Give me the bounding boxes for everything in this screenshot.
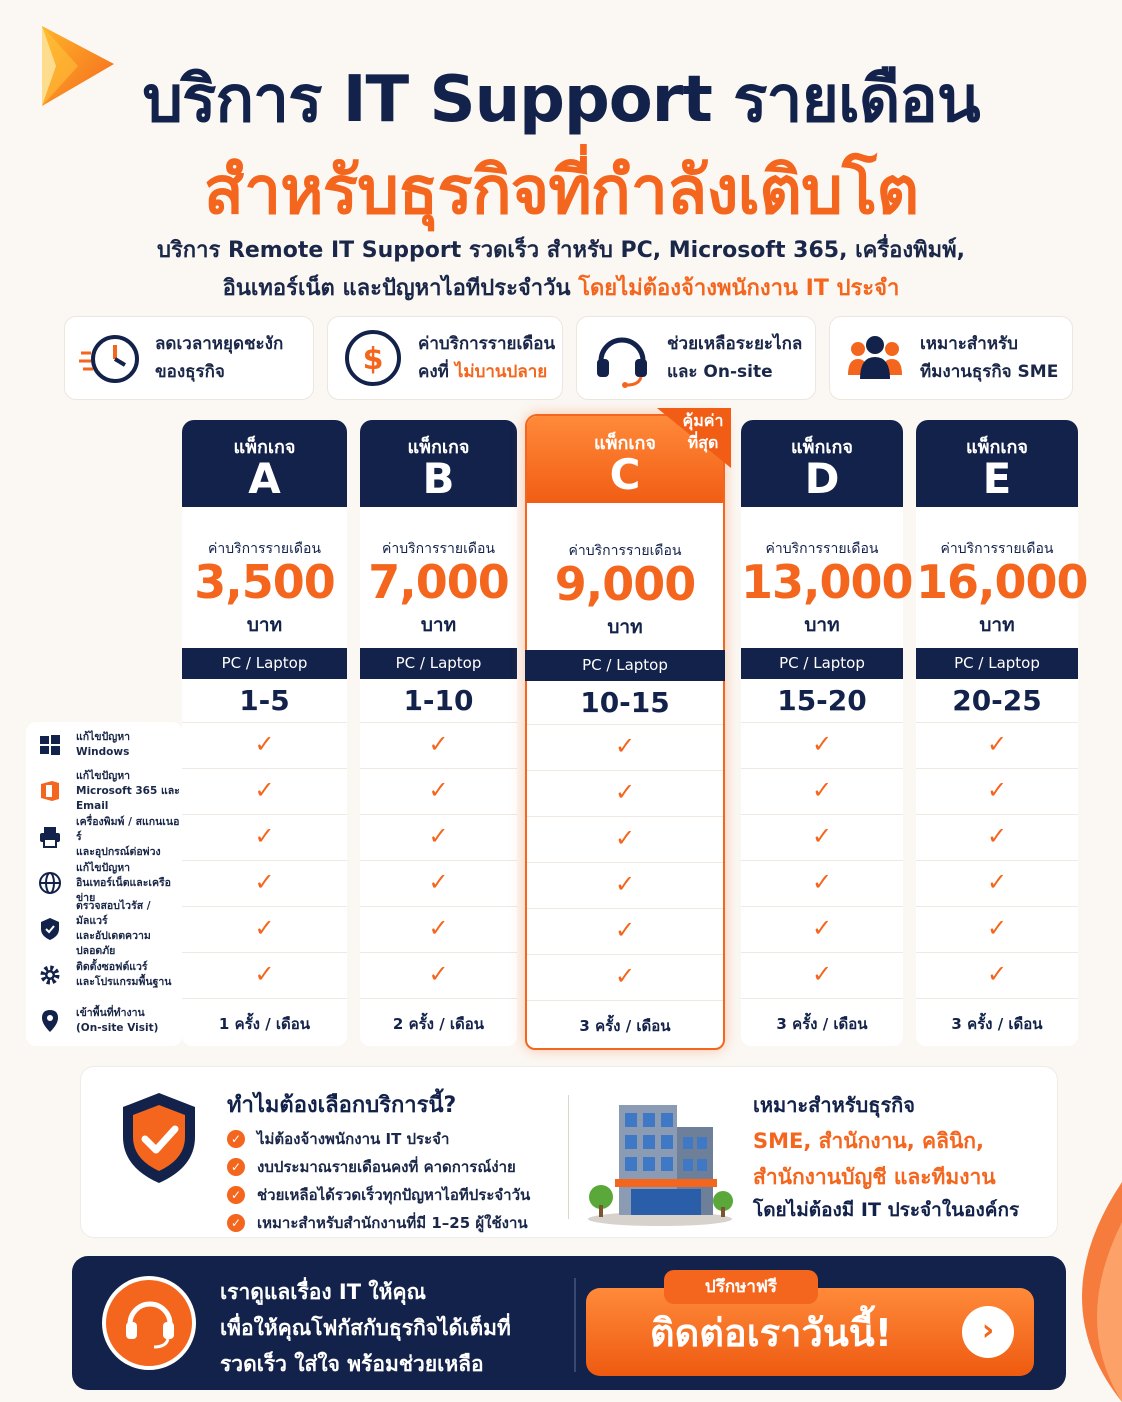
check-icon: ✓: [811, 960, 833, 988]
currency-label: บาท: [979, 614, 1015, 636]
row-divider: [741, 906, 903, 907]
check-icon: ✓: [254, 868, 275, 896]
row-divider: [360, 906, 517, 907]
device-label: PC / Laptop: [525, 650, 725, 681]
row-divider: [741, 768, 903, 769]
package-letter: C: [609, 450, 641, 499]
device-range: 20-25: [952, 684, 1042, 717]
office-icon: [38, 779, 62, 803]
package-card-b[interactable]: [360, 420, 517, 1046]
row-divider: [182, 998, 347, 999]
currency-label: บาท: [804, 614, 840, 636]
row-divider: [182, 952, 347, 953]
service-row: [26, 768, 182, 814]
row-divider: [916, 860, 1078, 861]
check-icon: ✓: [428, 730, 449, 758]
package-price: 7,000: [368, 555, 509, 609]
row-divider: [527, 862, 723, 863]
feature-card-downtime: ลดเวลาหยุดชะงัก ของธุรกิจ: [64, 316, 314, 400]
row-divider: [360, 722, 517, 723]
package-price: 16,000: [916, 555, 1088, 609]
package-card-d[interactable]: [741, 420, 913, 1046]
package-letter: E: [982, 454, 1012, 503]
onsite-visits: 3 ครั้ง / เดือน: [776, 1015, 868, 1033]
why-section: [80, 1066, 1058, 1238]
check-icon: ✓: [254, 730, 275, 758]
row-divider: [360, 952, 517, 953]
row-divider: [916, 952, 1078, 953]
package-header: [916, 420, 1078, 507]
contact-us-label: ติดต่อเราวันนี้!: [649, 1311, 893, 1355]
check-icon: ✓: [254, 960, 275, 988]
device-label: PC / Laptop: [360, 648, 517, 679]
check-icon: ✓: [227, 1214, 245, 1232]
package-header: [741, 420, 903, 507]
headset-icon: [122, 1294, 178, 1350]
check-icon: ✓: [614, 870, 636, 898]
check-icon: ✓: [428, 822, 449, 850]
package-price: 13,000: [741, 555, 913, 609]
service-row: [26, 814, 182, 860]
package-letter: B: [422, 454, 455, 503]
row-divider: [916, 906, 1078, 907]
package-header: [360, 420, 517, 507]
gear-icon: [38, 963, 62, 987]
onsite-visits: 2 ครั้ง / เดือน: [392, 1015, 485, 1033]
row-divider: [182, 860, 347, 861]
service-label: แก้ไขปัญหา อินเทอร์เน็ตและเครือข่าย: [76, 861, 171, 904]
price-label: ค่าบริการรายเดือน: [208, 541, 321, 557]
price-label: ค่าบริการรายเดือน: [940, 541, 1054, 557]
dollar-icon: [342, 327, 404, 389]
check-icon: ✓: [614, 962, 636, 990]
service-label: แก้ไขปัญหา Windows: [76, 731, 131, 758]
divider: [574, 1278, 576, 1372]
check-icon: ✓: [811, 776, 833, 804]
row-divider: [741, 722, 903, 723]
row-divider: [360, 860, 517, 861]
package-label: แพ็กเกจ: [594, 433, 656, 454]
device-label: PC / Laptop: [182, 648, 347, 679]
check-icon: ✓: [811, 914, 833, 942]
feature-card-remote: ช่วยเหลือระยะไกล และ On-site: [576, 316, 816, 400]
service-label: เครื่องพิมพ์ / สแกนเนอร์ และอุปกรณ์ต่อพ่วง: [76, 815, 180, 858]
package-letter: D: [804, 454, 840, 503]
page-subtitle: บริการ Remote IT Support รวดเร็ว สำหรับ PC, Microsoft 365, เครื่องพิมพ์, อินเทอร์เน็ต และปัญหาไอทีประจำวัน โดยไม่ต้องจ้างพนักงาน IT ประจำ: [157, 238, 965, 301]
device-range: 15-20: [777, 684, 867, 717]
row-divider: [527, 908, 723, 909]
onsite-visits: 3 ครั้ง / เดือน: [951, 1015, 1043, 1033]
device-range: 1-10: [403, 684, 474, 717]
package-card-e[interactable]: [916, 420, 1088, 1046]
row-divider: [527, 1000, 723, 1001]
check-icon: ✓: [986, 730, 1008, 758]
row-divider: [527, 954, 723, 955]
divider: [568, 1095, 569, 1219]
shield-check-icon: [119, 1091, 199, 1185]
check-icon: ✓: [614, 916, 636, 944]
check-icon: ✓: [986, 776, 1008, 804]
badge-line1: คุ้มค่า: [682, 411, 724, 430]
price-label: ค่าบริการรายเดือน: [382, 541, 495, 557]
suitable-title: เหมาะสำหรับธุรกิจ: [753, 1093, 916, 1117]
check-icon: ✓: [811, 822, 833, 850]
check-icon: ✓: [614, 824, 636, 852]
support-headset-badge: [102, 1276, 196, 1370]
check-icon: ✓: [986, 822, 1008, 850]
check-icon: ✓: [986, 914, 1008, 942]
headset-icon: [591, 327, 653, 389]
row-divider: [916, 814, 1078, 815]
globe-icon: [38, 871, 62, 895]
svg-text:$: $: [362, 342, 384, 377]
row-divider: [527, 724, 723, 725]
page-title: บริการ IT Support รายเดือน: [142, 63, 980, 137]
onsite-visits: 1 ครั้ง / เดือน: [218, 1015, 311, 1033]
row-divider: [741, 860, 903, 861]
check-icon: ✓: [428, 868, 449, 896]
device-label: PC / Laptop: [916, 648, 1078, 679]
package-label: แพ็กเกจ: [966, 437, 1028, 458]
check-icon: ✓: [227, 1158, 245, 1176]
page-title-highlight: สำหรับธุรกิจที่กำลังเติบโต: [203, 152, 919, 229]
currency-label: บาท: [246, 614, 283, 636]
check-icon: ✓: [986, 868, 1008, 896]
service-label: แก้ไขปัญหา Microsoft 365 และ Email: [76, 769, 180, 812]
row-divider: [527, 816, 723, 817]
service-row: [26, 900, 182, 957]
list-item: ✓ ไม่ต้องจ้างพนักงาน IT ประจำ: [227, 1125, 530, 1153]
list-item: ✓ ช่วยเหลือได้รวดเร็วทุกปัญหาไอทีประจำวัน: [227, 1181, 530, 1209]
row-divider: [360, 998, 517, 999]
service-label: ตรวจสอบไวรัส / มัลแวร์ และอัปเดตความปลอดภัย: [76, 900, 151, 957]
cta-banner: [72, 1256, 1066, 1390]
team-icon: [844, 327, 906, 389]
suitable-businesses: SME, สำนักงาน, คลินิก, สำนักงานบัญชี และทีมงาน: [753, 1129, 996, 1189]
service-row: [26, 952, 182, 998]
printer-icon: [38, 825, 62, 849]
feature-card-sme: เหมาะสำหรับ ทีมงานธุรกิจ SME: [829, 316, 1073, 400]
check-icon: ✓: [254, 776, 275, 804]
check-icon: ✓: [614, 732, 636, 760]
check-icon: ✓: [811, 868, 833, 896]
device-range: 10-15: [580, 686, 670, 719]
shield-icon: [38, 917, 62, 941]
onsite-visits: 3 ครั้ง / เดือน: [579, 1017, 671, 1035]
check-icon: ✓: [227, 1186, 245, 1204]
why-title: ทำไมต้องเลือกบริการนี้?: [227, 1093, 457, 1118]
row-divider: [360, 814, 517, 815]
suitable-note: โดยไม่ต้องมี IT ประจำในองค์กร: [753, 1199, 1020, 1221]
windows-icon: [38, 733, 62, 757]
row-divider: [916, 998, 1078, 999]
currency-label: บาท: [607, 616, 643, 638]
service-list: [26, 722, 182, 1046]
service-row: [26, 722, 182, 768]
arrow-right-icon[interactable]: ›: [962, 1306, 1014, 1358]
check-icon: ✓: [254, 822, 275, 850]
check-icon: ✓: [986, 960, 1008, 988]
row-divider: [182, 768, 347, 769]
check-icon: ✓: [428, 776, 449, 804]
check-icon: ✓: [811, 730, 833, 758]
row-divider: [360, 768, 517, 769]
check-icon: ✓: [614, 778, 636, 806]
price-label: ค่าบริการรายเดือน: [765, 541, 879, 557]
row-divider: [182, 722, 347, 723]
package-label: แพ็กเกจ: [407, 437, 470, 458]
row-divider: [527, 770, 723, 771]
decorative-wave: [982, 1182, 1122, 1402]
free-consult-badge: ปรึกษาฟรี: [664, 1270, 818, 1304]
location-pin-icon: [38, 1009, 62, 1033]
feature-card-fixed-price: $ ค่าบริการรายเดือน คงที่ ไม่บานปลาย: [327, 316, 563, 400]
badge-line2: ที่สุด: [687, 433, 719, 452]
best-value-badge: [635, 408, 731, 468]
check-icon: ✓: [428, 914, 449, 942]
row-divider: [182, 906, 347, 907]
service-label: เข้าพื้นที่ทำงาน (On-site Visit): [76, 1007, 159, 1034]
row-divider: [182, 814, 347, 815]
package-label: แพ็กเกจ: [791, 437, 853, 458]
check-icon: ✓: [254, 914, 275, 942]
row-divider: [741, 952, 903, 953]
service-row: [26, 998, 182, 1044]
check-icon: ✓: [428, 960, 449, 988]
building-icon: [585, 1087, 735, 1227]
package-letter: A: [248, 454, 281, 503]
row-divider: [916, 768, 1078, 769]
service-label: ติดตั้งซอฟต์แวร์ และโปรแกรมพื้นฐาน: [76, 961, 172, 988]
device-label: PC / Laptop: [741, 648, 903, 679]
row-divider: [741, 998, 903, 999]
row-divider: [741, 814, 903, 815]
check-icon: ✓: [227, 1130, 245, 1148]
package-label: แพ็กเกจ: [233, 437, 296, 458]
list-item: ✓ เหมาะสำหรับสำนักงานที่มี 1–25 ผู้ใช้งาน: [227, 1209, 530, 1237]
device-range: 1-5: [239, 684, 290, 717]
package-price: 3,500: [194, 555, 335, 609]
cta-message: เราดูแลเรื่อง IT ให้คุณ เพื่อให้คุณโฟกัสกับธุรกิจได้เต็มที่ รวดเร็ว ใส่ใจ พร้อมช่วยเหลือ: [220, 1280, 511, 1376]
package-header: [182, 420, 347, 507]
package-card-c[interactable]: [525, 411, 725, 1050]
clock-icon: [79, 327, 141, 389]
package-price: 9,000: [554, 557, 696, 611]
package-card-a[interactable]: [182, 420, 347, 1046]
list-item: ✓ งบประมาณรายเดือนคงที่ คาดการณ์ง่าย: [227, 1153, 530, 1181]
currency-label: บาท: [420, 614, 457, 636]
price-label: ค่าบริการรายเดือน: [568, 543, 682, 559]
row-divider: [916, 722, 1078, 723]
